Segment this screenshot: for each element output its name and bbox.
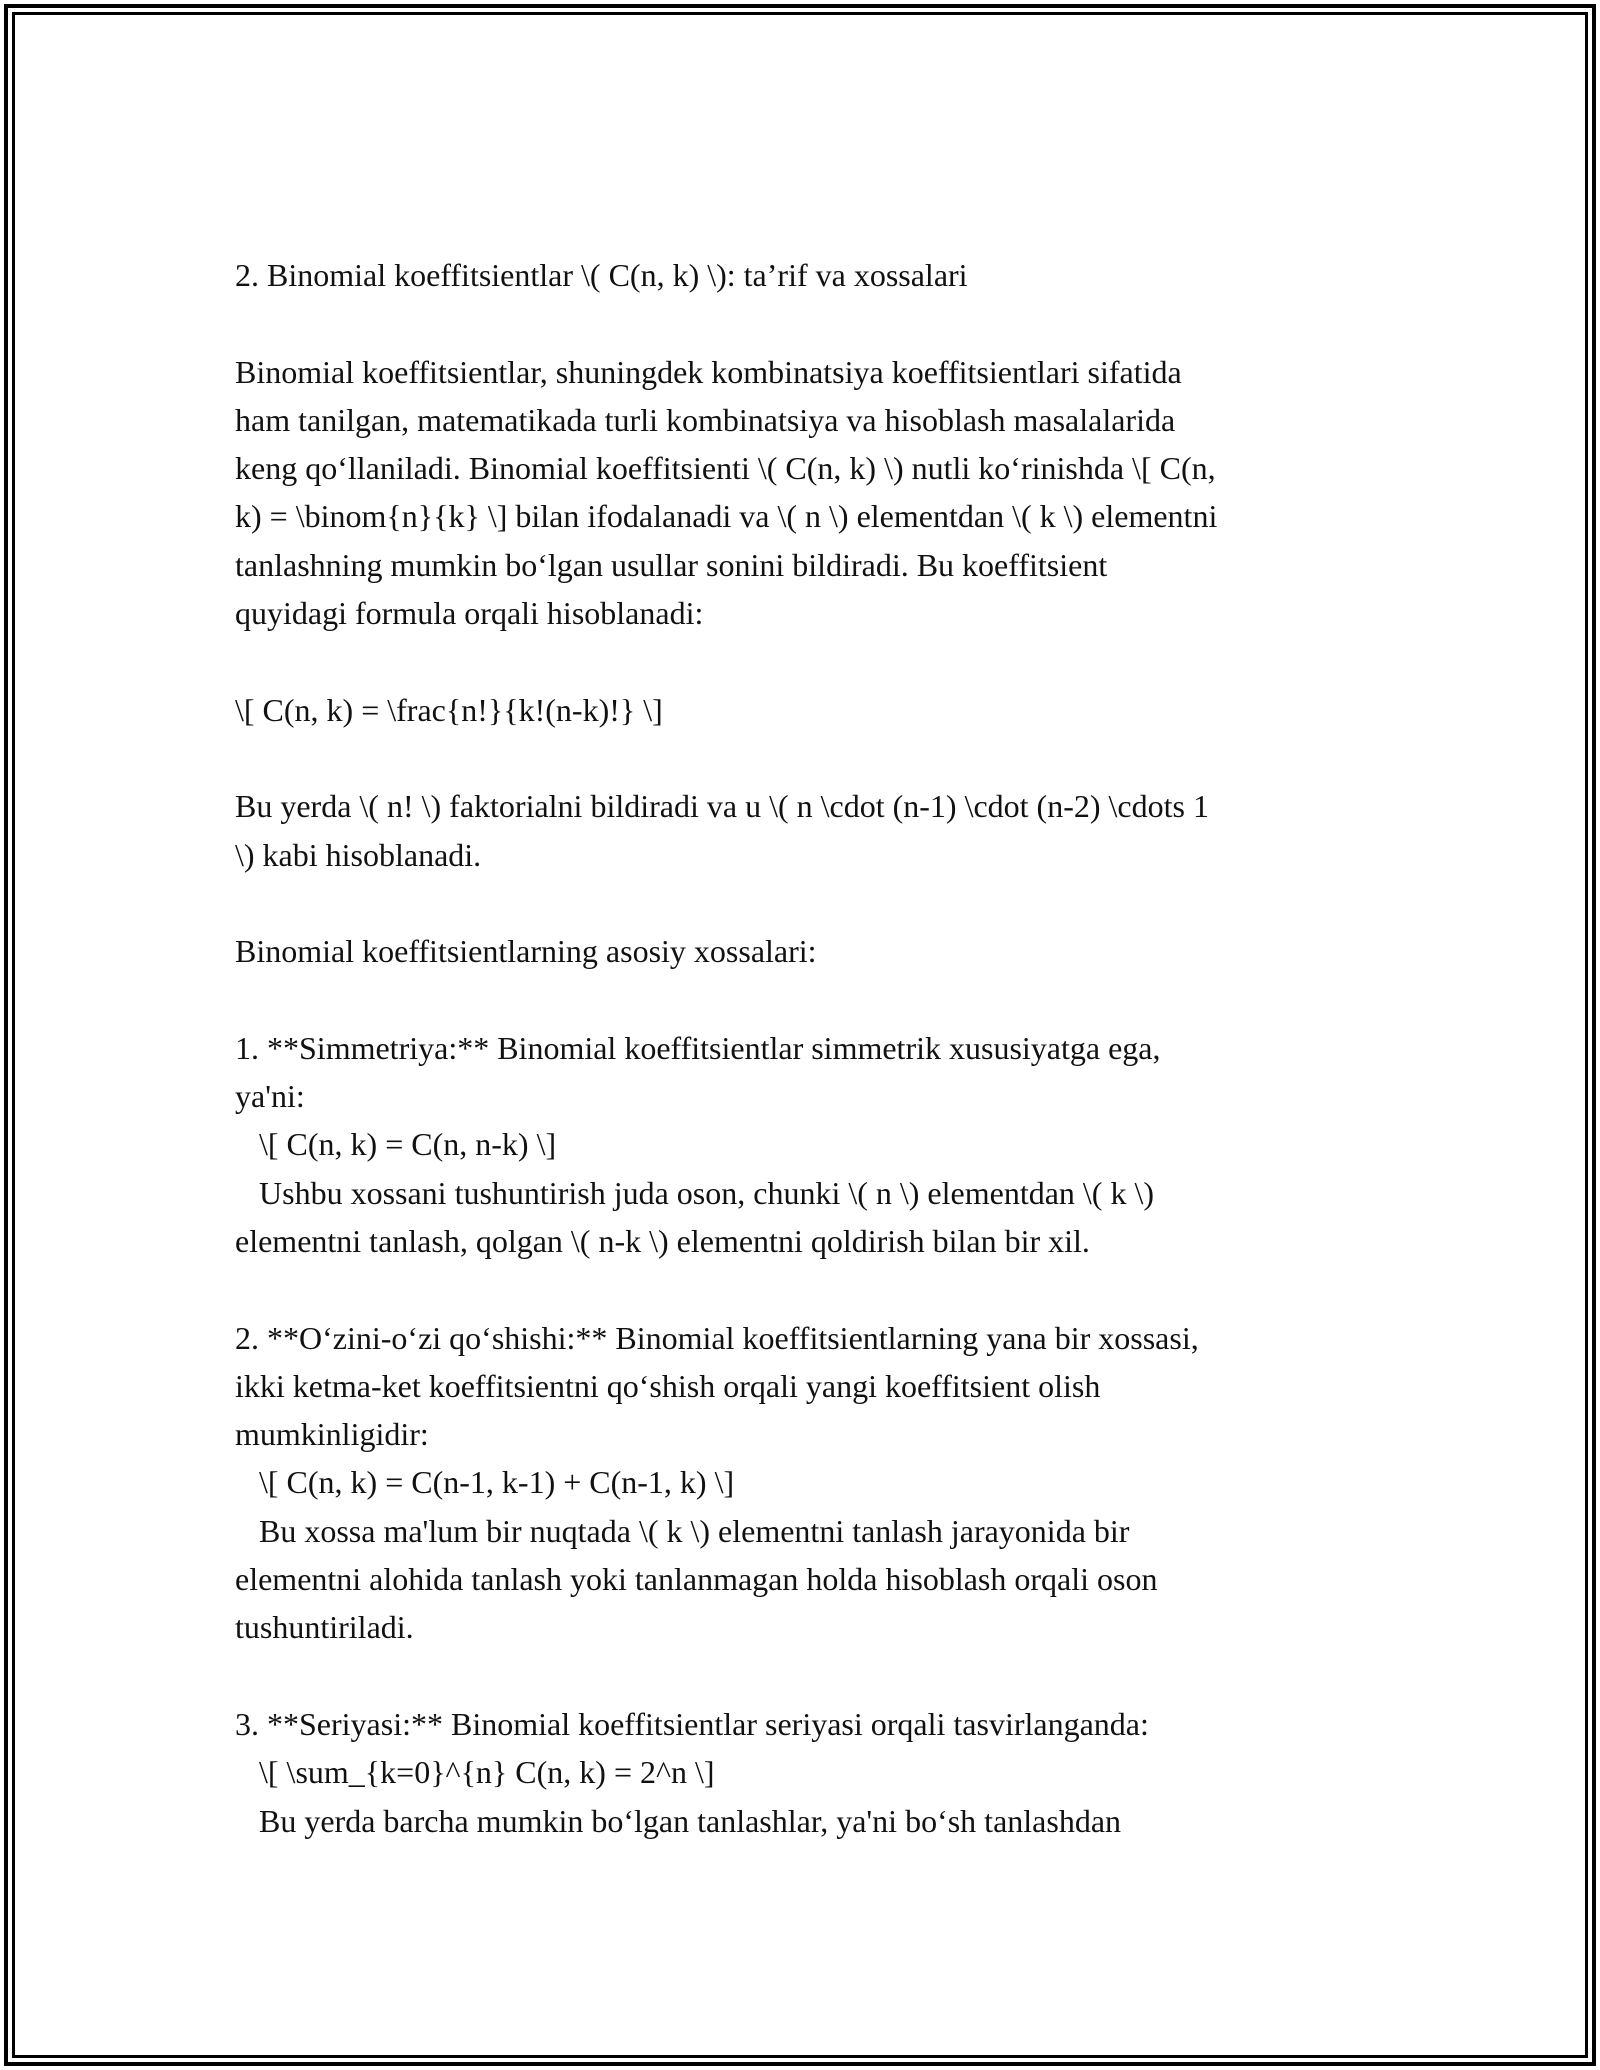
intro-line: quyidagi formula orqali hisoblanadi: (235, 595, 704, 632)
property-symmetry-line: 1. **Simmetriya:** Binomial koeffitsientlar simmetrik xususiyatga ega, (235, 1029, 1161, 1066)
property-series-line: Bu yerda barcha mumkin bo‘lgan tanlashlar, ya'ni bo‘sh tanlashdan (235, 1802, 1122, 1839)
intro-line: ham tanilgan, matematikada turli kombinatsiya va hisoblash masalalarida (235, 401, 1176, 438)
factorial-note-line: \) kabi hisoblanadi. (235, 836, 482, 873)
spacer (235, 299, 1375, 347)
property-symmetry-line: ya'ni: (235, 1078, 305, 1115)
property-pascal-line: ikki ketma-ket koeffitsientni qo‘shish orqali yangi koeffitsient olish (235, 1367, 1101, 1404)
section-heading: 2. Binomial koeffitsientlar \( C(n, k) \): ta’rif va xossalari (235, 257, 968, 293)
factorial-note-line: Bu yerda \( n! \) faktorialni bildiradi va u \( n \cdot (n-1) \cdot (n-2) \cdots 1 (235, 788, 1209, 825)
property-pascal-line: Bu xossa ma'lum bir nuqtada \( k \) elementni tanlash jarayonida bir (235, 1512, 1130, 1549)
property-pascal-line: mumkinligidir: (235, 1416, 429, 1453)
intro-line: keng qo‘llaniladi. Binomial koeffitsienti \( C(n, k) \) nutli ko‘rinishda \[ C(n, (235, 450, 1216, 487)
property-series-line: \[ \sum_{k=0}^{n} C(n, k) = 2^n \] (235, 1754, 715, 1791)
property-pascal-line: \[ C(n, k) = C(n-1, k-1) + C(n-1, k) \] (235, 1464, 735, 1501)
properties-heading: Binomial koeffitsientlarning asosiy xossalari: (235, 933, 817, 970)
document-body (235, 251, 1375, 1845)
spacer (235, 637, 1375, 685)
intro-line: tanlashning mumkin bo‘lgan usullar sonini bildiradi. Bu koeffitsient (235, 546, 1108, 583)
property-symmetry-line: elementni tanlash, qolgan \( n-k \) elementni qoldirish bilan bir xil. (235, 1222, 1090, 1259)
property-pascal-line: elementni alohida tanlash yoki tanlanmagan holda hisoblash orqali oson (235, 1561, 1158, 1598)
main-formula: \[ C(n, k) = \frac{n!}{k!(n-k)!} \] (235, 691, 663, 728)
spacer (235, 1652, 1375, 1700)
intro-line: Binomial koeffitsientlar, shuningdek kombinatsiya koeffitsientlari sifatida (235, 353, 1182, 390)
property-series-line: 3. **Seriyasi:** Binomial koeffitsientlar seriyasi orqali tasvirlanganda: (235, 1705, 1149, 1742)
property-pascal-line: 2. **O‘zini-o‘zi qo‘shishi:** Binomial koeffitsientlarning yana bir xossasi, (235, 1319, 1199, 1356)
spacer (235, 1265, 1375, 1313)
spacer (235, 879, 1375, 927)
spacer (235, 734, 1375, 782)
property-pascal-line: tushuntiriladi. (235, 1609, 414, 1646)
property-symmetry-line: Ushbu xossani tushuntirish juda oson, chunki \( n \) elementdan \( k \) (235, 1174, 1154, 1211)
property-symmetry-line: \[ C(n, k) = C(n, n-k) \] (235, 1126, 557, 1163)
intro-line: k) = \binom{n}{k} \] bilan ifodalanadi va \( n \) elementdan \( k \) elementni (235, 498, 1218, 535)
spacer (235, 975, 1375, 1023)
